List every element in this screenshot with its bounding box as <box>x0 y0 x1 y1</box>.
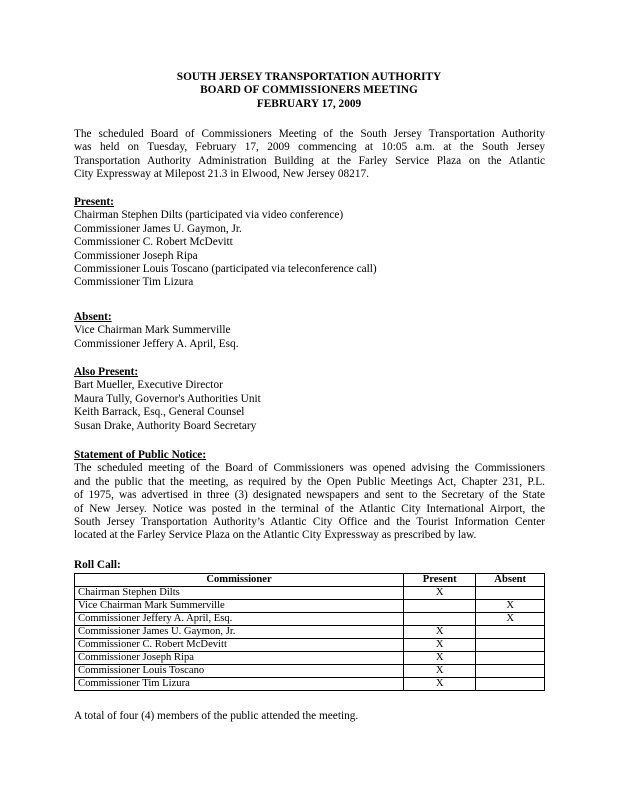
absent-mark: X <box>476 600 545 613</box>
absent-item: Commissioner Jeffery A. April, Esq. <box>74 337 239 350</box>
present-item: Commissioner James U. Gaymon, Jr. <box>74 222 242 235</box>
roll-call-header-row <box>75 574 545 587</box>
table-row <box>75 639 545 652</box>
title-meeting: BOARD OF COMMISSIONERS MEETING <box>200 84 418 97</box>
table-row <box>75 600 545 613</box>
absent-mark <box>476 652 545 665</box>
present-mark: X <box>404 626 476 639</box>
intro-line: City Expressway at Milepost 21.3 in Elwood, New Jersey 08217. <box>74 168 369 181</box>
commissioner-name: Commissioner Tim Lizura <box>75 678 404 691</box>
intro-line: Transportation Authority Administration Building at the Farley Service Plaza on the Atlantic <box>74 154 545 167</box>
also-present-item: Maura Tully, Governor's Authorities Unit <box>74 392 261 405</box>
roll-call-heading: Roll Call: <box>74 559 121 571</box>
also-present-item: Susan Drake, Authority Board Secretary <box>74 419 257 432</box>
public-notice-line: and the public that the meeting, as required by the Open Public Meetings Act, Chapter 231, P.L. <box>74 475 545 488</box>
present-item: Commissioner C. Robert McDevitt <box>74 236 233 249</box>
title-date: FEBRUARY 17, 2009 <box>256 97 362 110</box>
roll-call-section <box>74 559 545 572</box>
present-item: Chairman Stephen Dilts (participated via video conference) <box>74 209 344 222</box>
public-notice-line: of New Jersey. Notice was posted in the terminal of the Atlantic City International Airport, the <box>74 502 545 515</box>
present-item: Commissioner Joseph Ripa <box>74 249 198 262</box>
absent-heading: Absent: <box>74 311 112 323</box>
present-mark: X <box>404 639 476 652</box>
public-notice-line: The scheduled meeting of the Board of Commissioners was opened advising the Commissioners <box>74 462 545 475</box>
absent-mark <box>476 626 545 639</box>
present-mark <box>404 613 476 626</box>
table-row <box>75 613 545 626</box>
also-present-item: Bart Mueller, Executive Director <box>74 379 223 392</box>
table-row <box>75 587 545 600</box>
present-section <box>74 196 545 290</box>
table-row <box>75 652 545 665</box>
document-title <box>74 71 544 111</box>
present-item: Commissioner Tim Lizura <box>74 276 194 289</box>
intro-paragraph <box>74 128 545 182</box>
commissioner-name: Commissioner Jeffery A. April, Esq. <box>75 613 404 626</box>
column-header-commissioner: Commissioner <box>75 574 404 587</box>
table-row <box>75 678 545 691</box>
commissioner-name: Vice Chairman Mark Summerville <box>75 600 404 613</box>
also-present-heading: Also Present: <box>74 366 139 378</box>
table-row <box>75 665 545 678</box>
absent-mark <box>476 587 545 600</box>
commissioner-name: Commissioner C. Robert McDevitt <box>75 639 404 652</box>
public-notice-heading: Statement of Public Notice: <box>74 449 207 461</box>
absent-mark <box>476 639 545 652</box>
present-item: Commissioner Louis Toscano (participated via teleconference call) <box>74 263 377 276</box>
present-heading: Present: <box>74 196 114 208</box>
absent-section <box>74 311 545 351</box>
public-notice-line: South Jersey Transportation Authority’s Atlantic City Office and the Tourist Information Center <box>74 516 545 529</box>
column-header-present: Present <box>404 574 476 587</box>
absent-mark <box>476 678 545 691</box>
present-mark: X <box>404 665 476 678</box>
public-notice-line: located at the Farley Service Plaza on the Atlantic City Expressway as prescribed by law. <box>74 529 477 542</box>
present-mark: X <box>404 587 476 600</box>
closing-statement <box>74 710 545 723</box>
present-mark <box>404 600 476 613</box>
present-mark: X <box>404 652 476 665</box>
present-mark: X <box>404 678 476 691</box>
commissioner-name: Chairman Stephen Dilts <box>75 587 404 600</box>
intro-line: was held on Tuesday, February 17, 2009 commencing at 10:05 a.m. at the South Jersey <box>74 141 545 154</box>
absent-mark <box>476 665 545 678</box>
table-row <box>75 626 545 639</box>
also-present-section <box>74 366 545 433</box>
column-header-absent: Absent <box>476 574 545 587</box>
commissioner-name: Commissioner Louis Toscano <box>75 665 404 678</box>
absent-mark: X <box>476 613 545 626</box>
public-notice-line: of 1975, was advertised in three (3) designated newspapers and sent to the Secretary of the State <box>74 489 545 502</box>
closing-line: A total of four (4) members of the public attended the meeting. <box>74 710 359 722</box>
absent-item: Vice Chairman Mark Summerville <box>74 324 231 337</box>
also-present-item: Keith Barrack, Esq., General Counsel <box>74 406 245 419</box>
intro-line: The scheduled Board of Commissioners Meeting of the South Jersey Transportation Authority <box>74 128 545 140</box>
commissioner-name: Commissioner Joseph Ripa <box>75 652 404 665</box>
title-authority: SOUTH JERSEY TRANSPORTATION AUTHORITY <box>176 71 442 83</box>
public-notice-section <box>74 449 545 543</box>
roll-call-table <box>74 573 545 691</box>
commissioner-name: Commissioner James U. Gaymon, Jr. <box>75 626 404 639</box>
